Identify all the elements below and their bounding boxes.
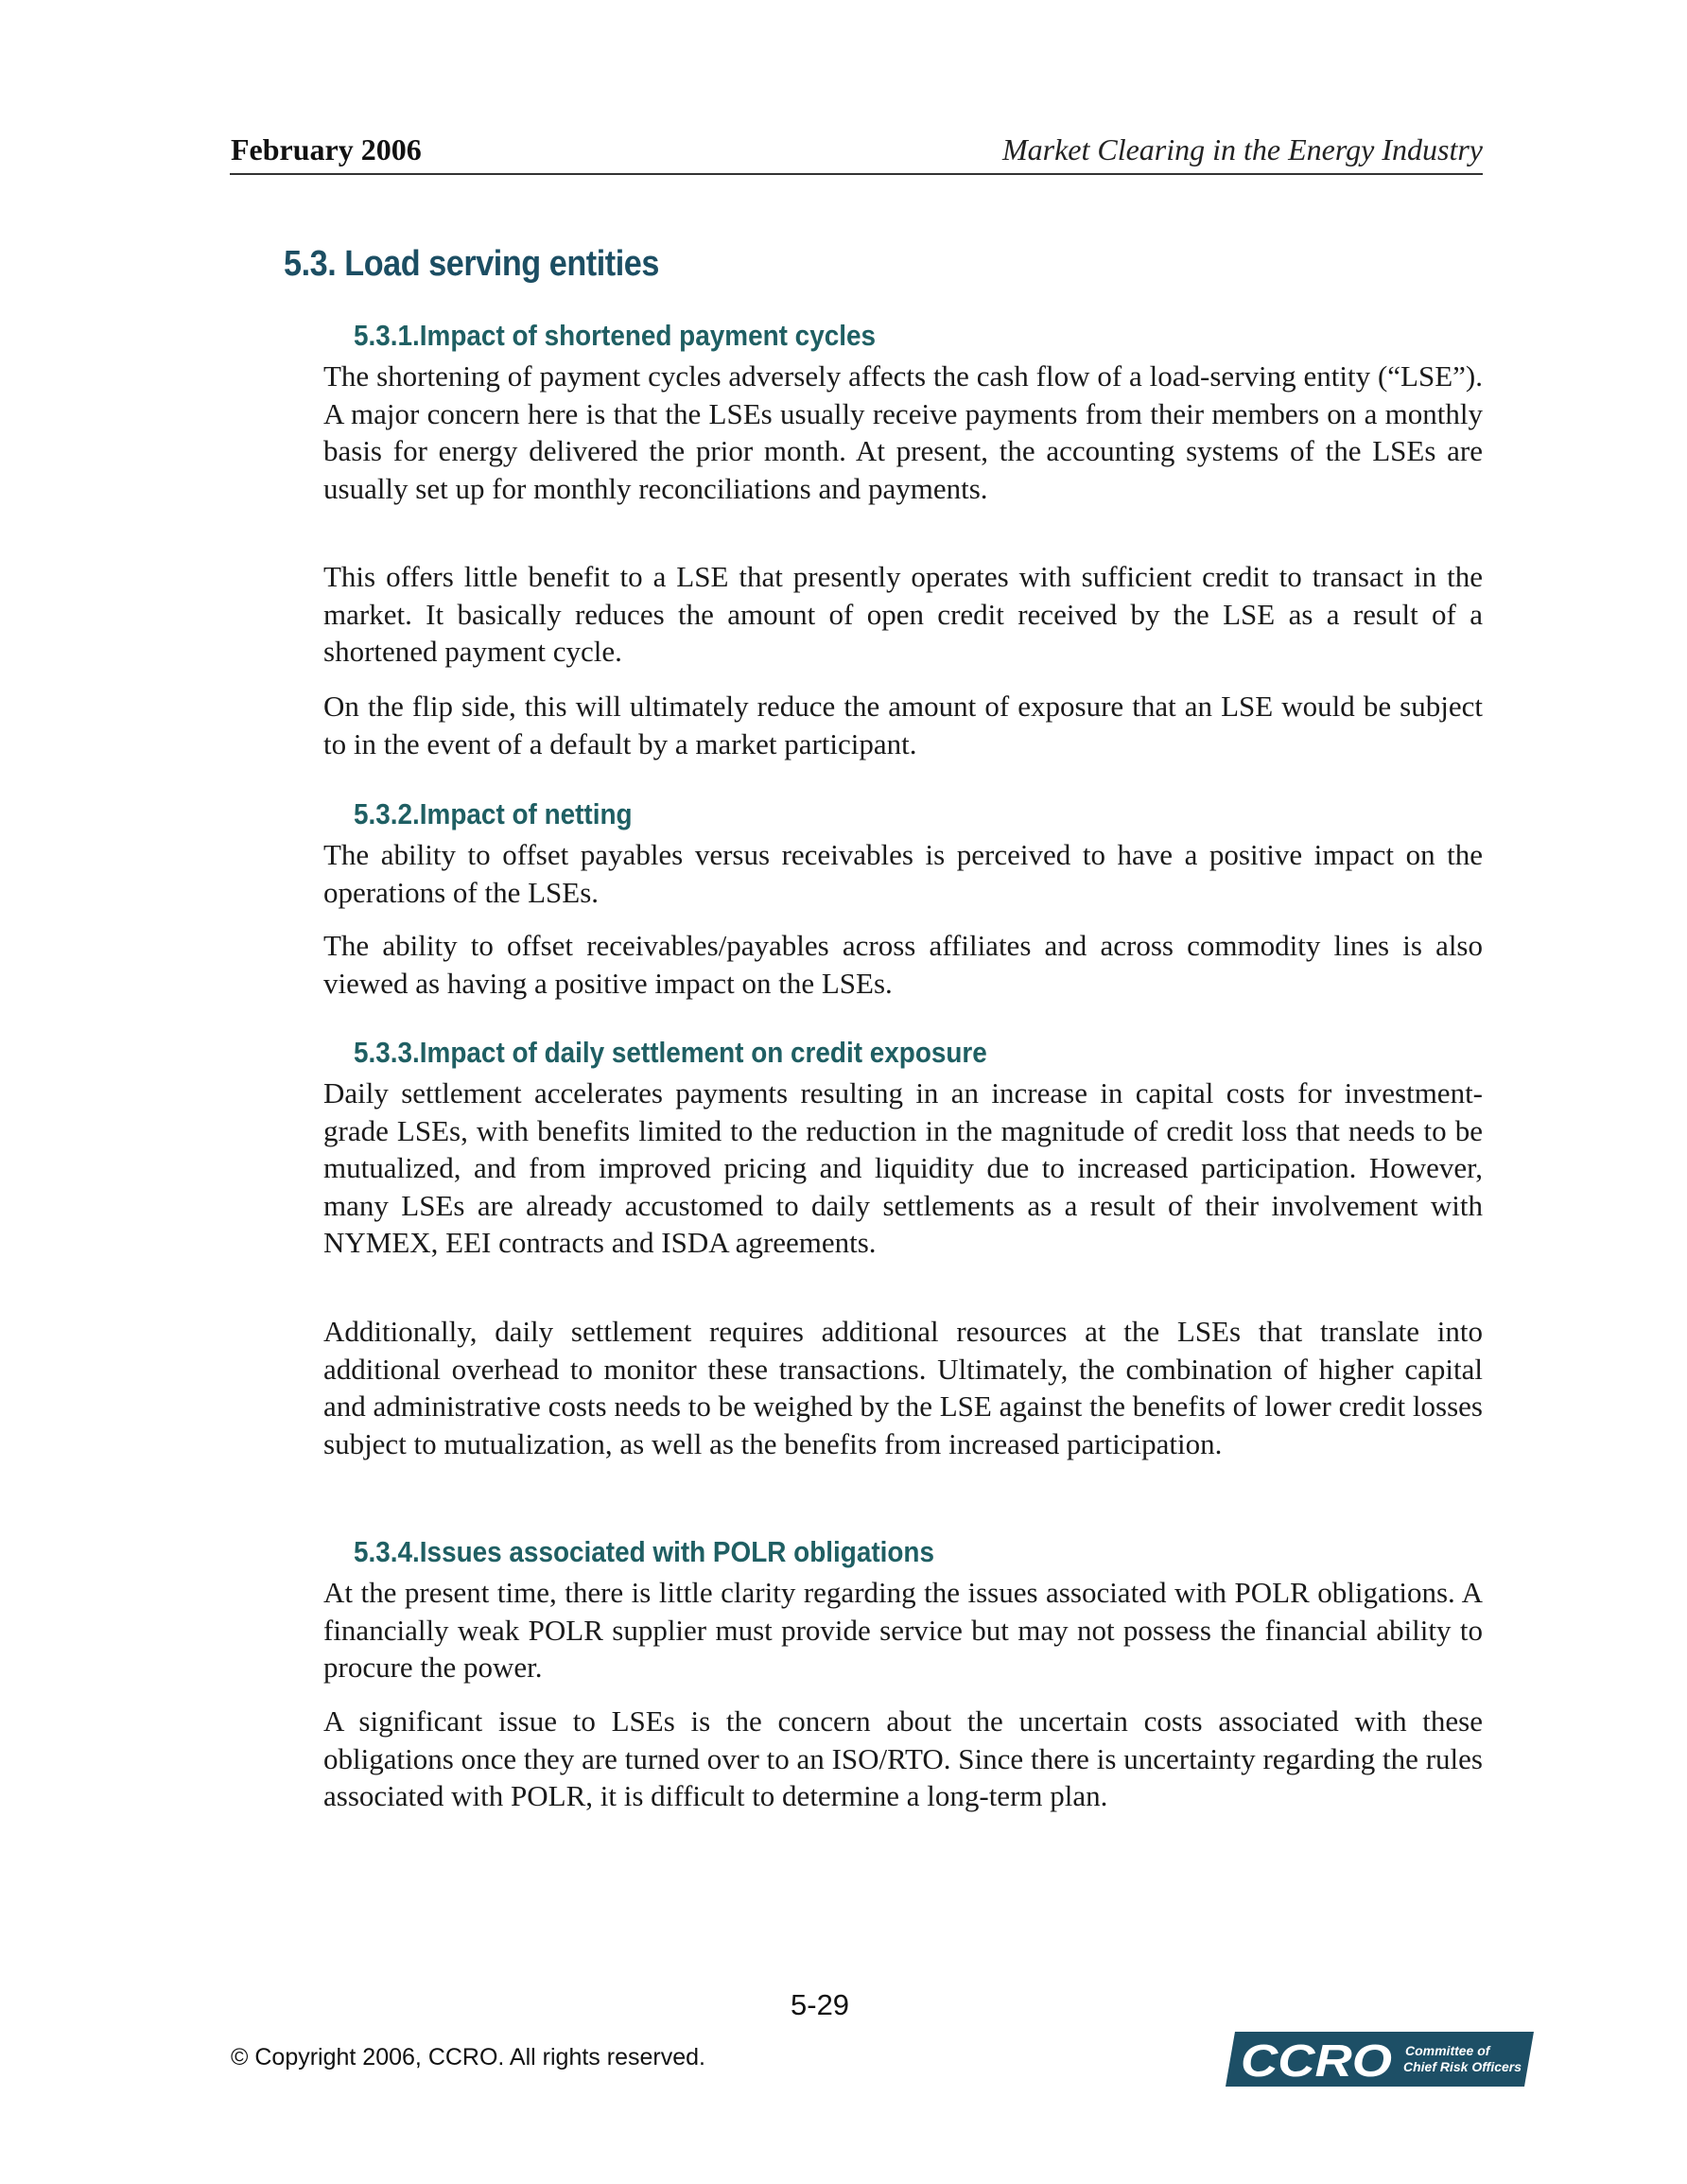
paragraph: A significant issue to LSEs is the concern about the uncertain costs associated with these obligations once they are turned over to an ISO/RTO. Since there is uncertainty regarding the rules associated with POLR, it is difficult to determine a long-term plan.: [323, 1704, 1483, 1813]
subsection-title: 5.3.4.Issues associated with POLR obligations: [354, 1535, 934, 1568]
paragraph: The shortening of payment cycles adversely affects the cash flow of a load-serving entity (“LSE”). A major concern here is that the LSEs usually receive payments from their members on a monthly basis for energy delivered the prior month. At present, the accounting systems of the LSEs are usually set up for monthly reconciliations and payments.: [323, 359, 1483, 505]
paragraph: The ability to offset payables versus receivables is perceived to have a positive impact on the operations of the LSEs.: [323, 838, 1483, 909]
ccro-logo: [1226, 2032, 1534, 2091]
header-date: February 2006: [231, 132, 422, 166]
paragraph: On the flip side, this will ultimately reduce the amount of exposure that an LSE would be subject to in the event of a default by a market participant.: [323, 690, 1483, 760]
header-rule: [230, 173, 1483, 175]
logo-wordmark: CCRO: [1241, 2036, 1392, 2087]
paragraph: Additionally, daily settlement requires additional resources at the LSEs that translate into additional overhead to monitor these transactions. Ultimately, the combination of higher capital and administrative costs needs to be weighed by the LSE against the benefits of lower credit losses subject to mutualization, as well as the benefits from increased participation.: [323, 1315, 1483, 1460]
subsection-title: 5.3.3.Impact of daily settlement on credit exposure: [354, 1036, 987, 1069]
paragraph: At the present time, there is little clarity regarding the issues associated with POLR obligations. A financially weak POLR supplier must provide service but may not possess the financial ability to procure the power.: [323, 1576, 1483, 1685]
paragraph: This offers little benefit to a LSE that presently operates with sufficient credit to transact in the market. It basically reduces the amount of open credit received by the LSE as a result of a shortened payment cycle.: [323, 560, 1483, 669]
subsection-title: 5.3.1.Impact of shortened payment cycles: [354, 319, 877, 352]
section-title: 5.3. Load serving entities: [284, 244, 659, 284]
logo-tagline-line1: Committee of: [1405, 2043, 1490, 2058]
paragraph: Daily settlement accelerates payments resulting in an increase in capital costs for investment-grade LSEs, with benefits limited to the reduction in the magnitude of credit loss that needs to be mutualized, and from improved pricing and liquidity due to increased participation. However, many LSEs are already accustomed to daily settlements as a result of their involvement with NYMEX, EEI contracts and ISDA agreements.: [323, 1076, 1483, 1260]
copyright-notice: © Copyright 2006, CCRO. All rights reserved.: [231, 2044, 705, 2070]
subsection-title: 5.3.2.Impact of netting: [354, 797, 633, 830]
header-document-title: Market Clearing in the Energy Industry: [1001, 132, 1483, 166]
ccro-logo-graphic: [1226, 2032, 1534, 2087]
logo-tagline-line2: Chief Risk Officers: [1403, 2059, 1522, 2074]
paragraph: The ability to offset receivables/payables across affiliates and across commodity lines is also viewed as having a positive impact on the LSEs.: [323, 929, 1483, 1000]
page-number: 5-29: [791, 1988, 850, 2021]
